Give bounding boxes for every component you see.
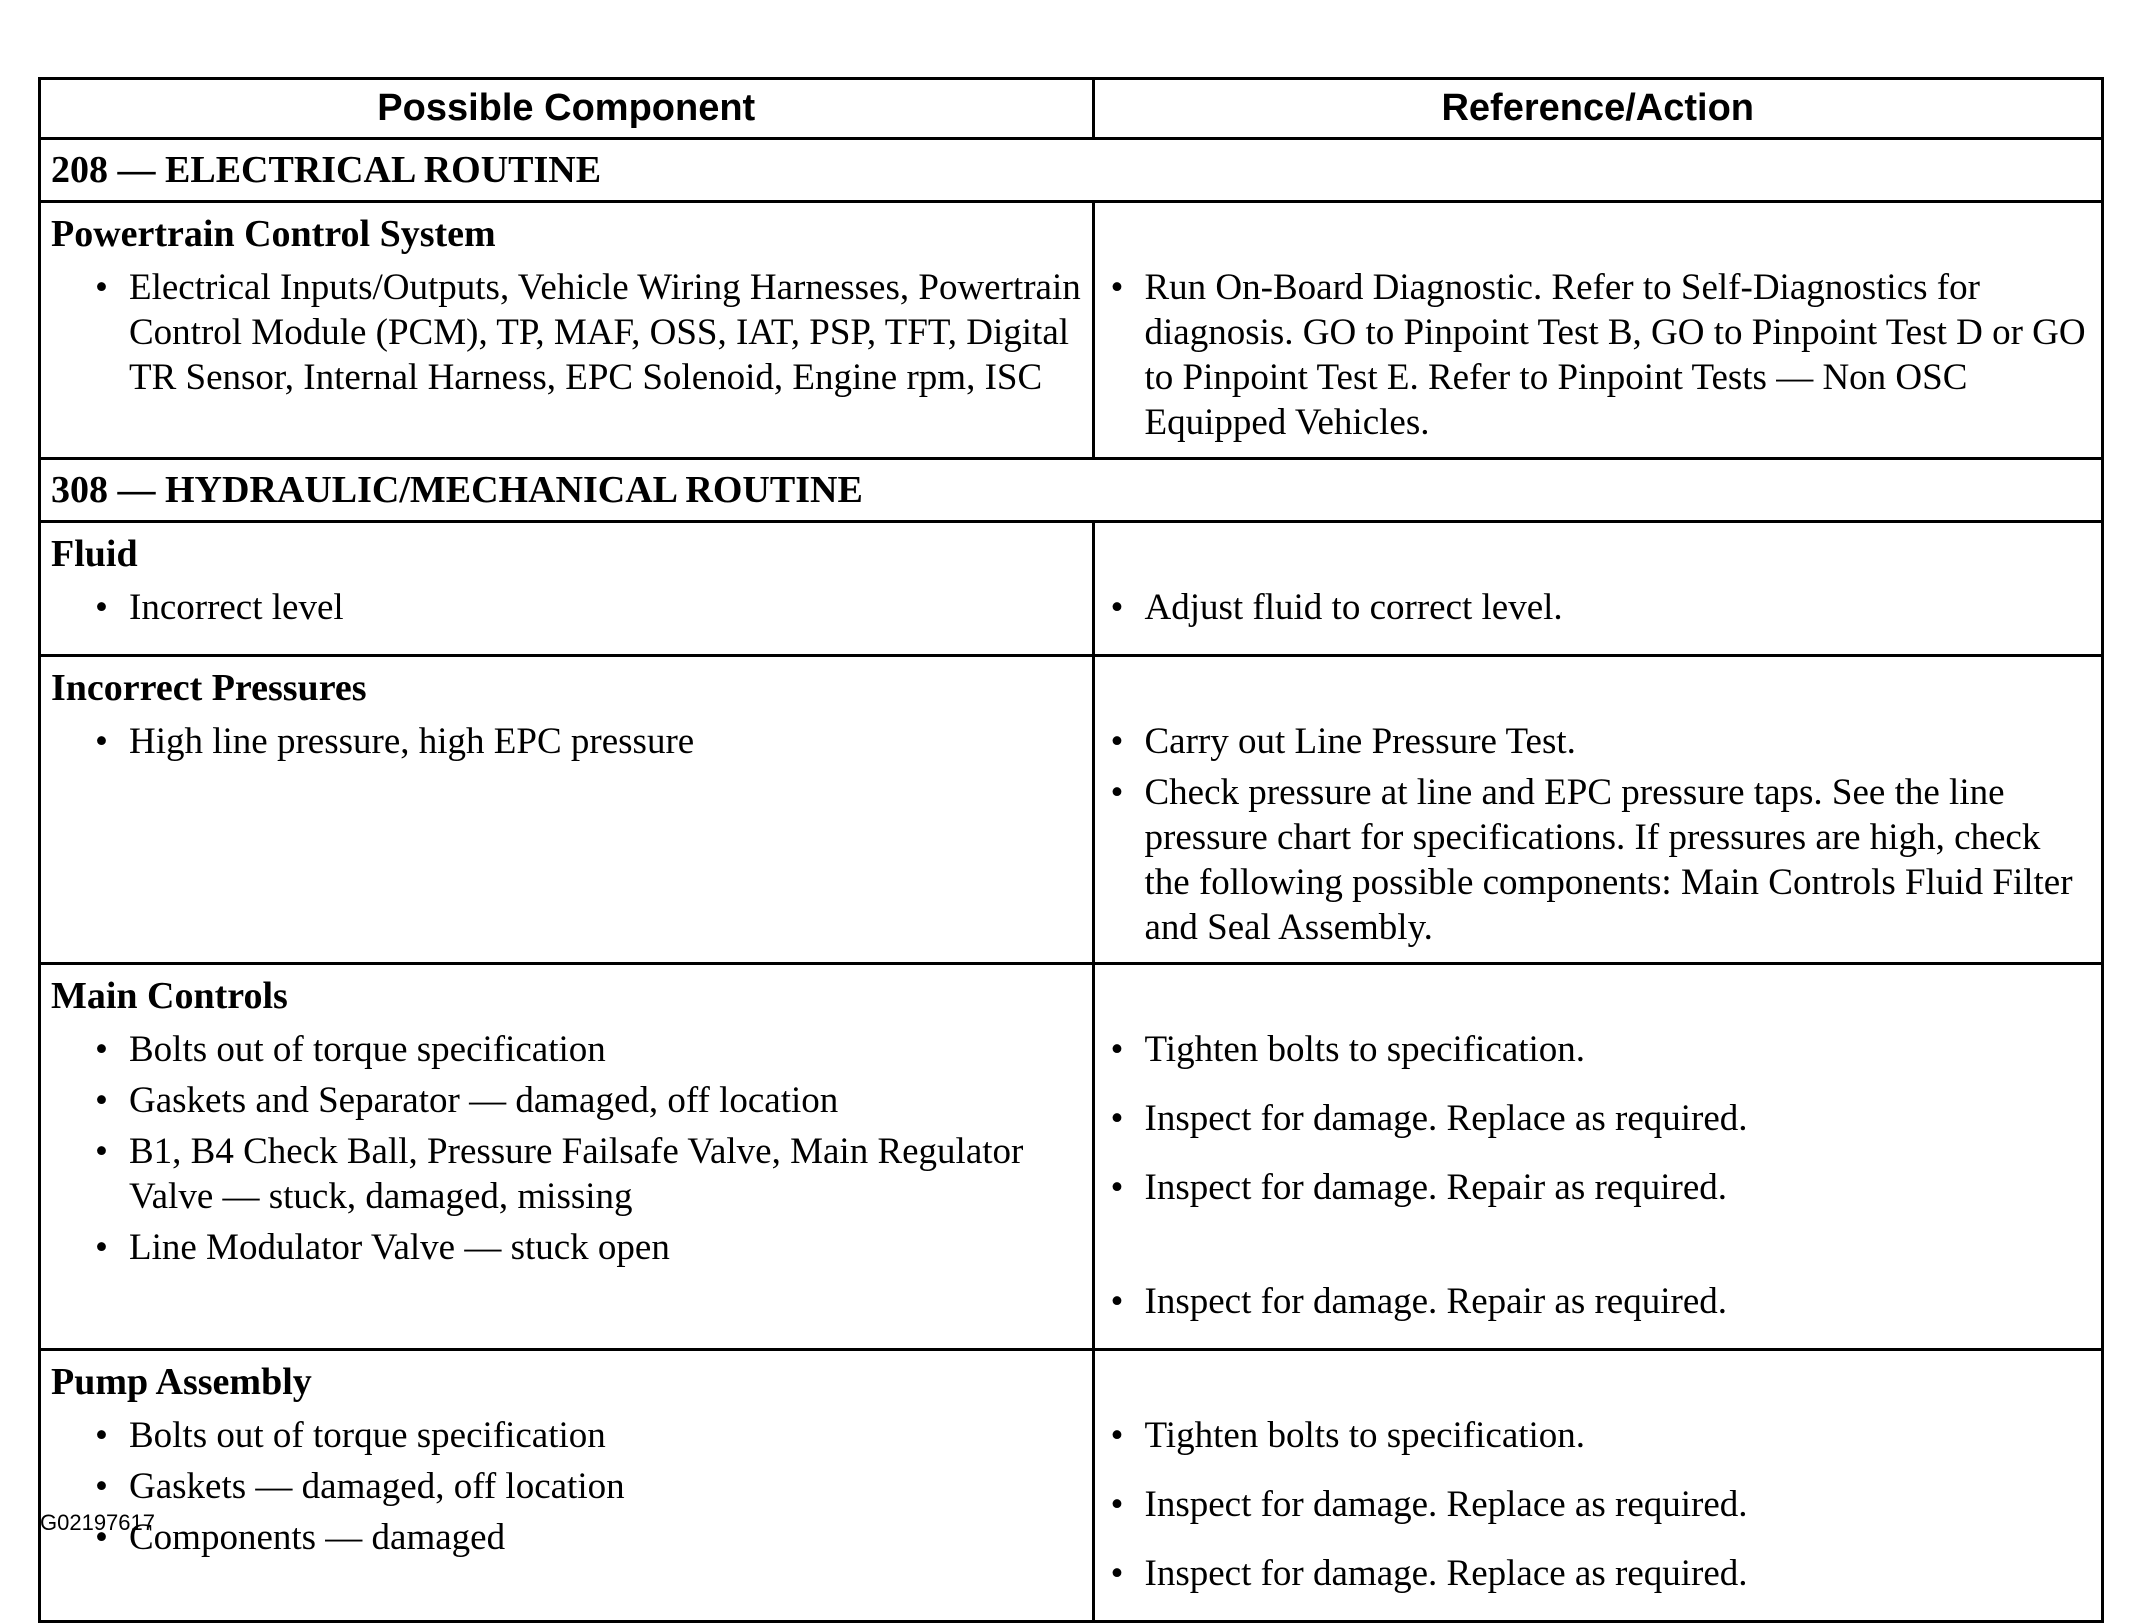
action-item: • Tighten bolts to specification.: [1111, 1413, 2092, 1458]
component-category: Powertrain Control System: [51, 213, 496, 255]
action-group: [1105, 719, 2092, 950]
action-item: • Check pressure at line and EPC pressure taps. See the line pressure chart for specifications. If pressures are high, check the following possible components: Main Controls Fluid Filter and Seal Assembly.: [1111, 770, 2092, 950]
action-item: • Inspect for damage. Repair as required.: [1111, 1279, 2092, 1324]
component-cell: [41, 202, 1093, 459]
header-row: [41, 80, 2101, 139]
action-group: [1105, 1027, 2092, 1090]
table-row: [41, 1350, 2101, 1621]
action-group: [1105, 1551, 2092, 1614]
table-row: [41, 656, 2101, 964]
action-cell: [1093, 1350, 2101, 1621]
component-item: • Bolts out of torque specification: [95, 1413, 1082, 1458]
action-item: • Inspect for damage. Repair as required.: [1111, 1165, 2092, 1210]
diagnostic-table-frame: [38, 77, 2104, 1623]
section-row: [41, 139, 2101, 202]
component-cell: [41, 1350, 1093, 1621]
component-item: • Incorrect level: [95, 585, 1082, 630]
action-group: [1105, 1413, 2092, 1476]
component-item: • Bolts out of torque specification: [95, 1027, 1082, 1072]
action-item: • Run On-Board Diagnostic. Refer to Self-Diagnostics for diagnosis. GO to Pinpoint Test B, GO to Pinpoint Test D or GO to Pinpoint Test E. Refer to Pinpoint Tests — Non OSC Equipped Vehicles.: [1111, 265, 2092, 445]
action-cell: [1093, 522, 2101, 656]
action-item: • Tighten bolts to specification.: [1111, 1027, 2092, 1072]
table-row: [41, 964, 2101, 1350]
table-row: [41, 202, 2101, 459]
section-title: 308 — HYDRAULIC/MECHANICAL ROUTINE: [41, 459, 2101, 522]
component-category: Main Controls: [51, 975, 288, 1017]
header-possible-component: Possible Component: [41, 80, 1093, 139]
action-item: • Inspect for damage. Replace as required.: [1111, 1096, 2092, 1141]
action-cell: [1093, 656, 2101, 964]
component-item: • Line Modulator Valve — stuck open: [95, 1225, 1082, 1270]
component-item: • Electrical Inputs/Outputs, Vehicle Wiring Harnesses, Powertrain Control Module (PCM), TP, MAF, OSS, IAT, PSP, TFT, Digital TR Sensor, Internal Harness, EPC Solenoid, Engine rpm, ISC: [95, 265, 1082, 400]
action-group: [1105, 585, 2092, 648]
action-group: [1105, 1165, 2092, 1273]
action-cell: [1093, 202, 2101, 459]
component-category: Incorrect Pressures: [51, 667, 367, 709]
header-reference-action: Reference/Action: [1093, 80, 2101, 139]
action-group: [1105, 265, 2092, 445]
action-group: [1105, 1482, 2092, 1545]
component-item: • Gaskets — damaged, off location: [95, 1464, 1082, 1509]
table-body: [41, 139, 2101, 1621]
section-row: [41, 459, 2101, 522]
diagnostic-table: [41, 80, 2101, 1620]
component-item: • B1, B4 Check Ball, Pressure Failsafe Valve, Main Regulator Valve — stuck, damaged, missing: [95, 1129, 1082, 1219]
component-cell: [41, 522, 1093, 656]
component-cell: [41, 964, 1093, 1350]
action-group: [1105, 1096, 2092, 1159]
component-item: • High line pressure, high EPC pressure: [95, 719, 1082, 764]
action-group: [1105, 1279, 2092, 1342]
component-item: • Components — damaged: [95, 1515, 1082, 1560]
section-title: 208 — ELECTRICAL ROUTINE: [41, 139, 2101, 202]
action-item: • Inspect for damage. Replace as required.: [1111, 1551, 2092, 1596]
table-row: [41, 522, 2101, 656]
action-item: • Inspect for damage. Replace as required.: [1111, 1482, 2092, 1527]
component-category: Fluid: [51, 533, 138, 575]
action-item: • Adjust fluid to correct level.: [1111, 585, 2092, 630]
action-item: • Carry out Line Pressure Test.: [1111, 719, 2092, 764]
component-item: • Gaskets and Separator — damaged, off location: [95, 1078, 1082, 1123]
action-cell: [1093, 964, 2101, 1350]
component-cell: [41, 656, 1093, 964]
figure-code: G02197617: [40, 1510, 155, 1535]
component-category: Pump Assembly: [51, 1361, 312, 1403]
